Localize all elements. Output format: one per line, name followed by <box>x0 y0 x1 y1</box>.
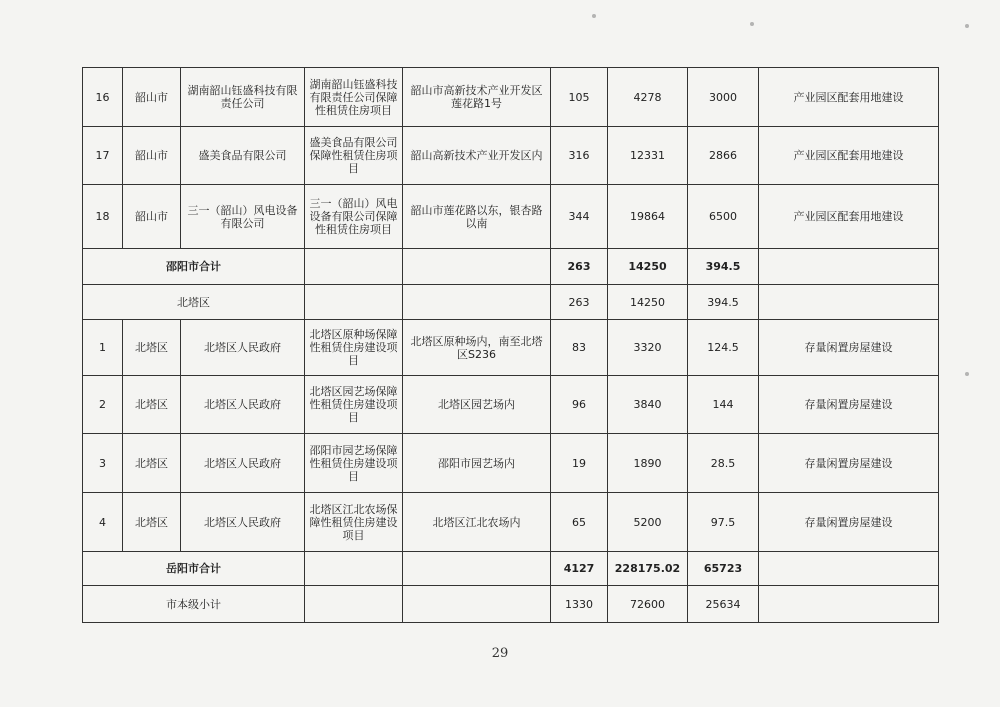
investment-cell: 65723 <box>688 552 759 586</box>
table-row <box>83 320 939 376</box>
page-number: 29 <box>491 646 509 661</box>
units-cell: 19 <box>551 434 608 493</box>
project-cell: 湖南韶山钰盛科技有限责任公司保障性租赁住房项目 <box>305 68 403 127</box>
area-cell: 12331 <box>608 127 688 185</box>
units-cell: 65 <box>551 493 608 552</box>
area-cell: 14250 <box>608 249 688 285</box>
area-cell: 14250 <box>608 285 688 320</box>
construction-type-cell: 产业园区配套用地建设 <box>759 185 939 249</box>
empty-cell <box>305 552 403 586</box>
empty-cell <box>759 285 939 320</box>
units-cell: 344 <box>551 185 608 249</box>
area-cell: 72600 <box>608 586 688 623</box>
table-row <box>83 493 939 552</box>
location-cell: 韶山高新技术产业开发区内 <box>403 127 551 185</box>
investment-cell: 394.5 <box>688 249 759 285</box>
units-cell: 263 <box>551 249 608 285</box>
area-cell: 4278 <box>608 68 688 127</box>
location-cell: 邵阳市园艺场内 <box>403 434 551 493</box>
investment-cell: 25634 <box>688 586 759 623</box>
row-number: 1 <box>83 320 123 376</box>
location-cell: 北塔区园艺场内 <box>403 376 551 434</box>
construction-type-cell: 存量闲置房屋建设 <box>759 434 939 493</box>
units-cell: 105 <box>551 68 608 127</box>
construction-type-cell: 存量闲置房屋建设 <box>759 493 939 552</box>
project-cell: 三一（韶山）风电设备有限公司保障性租赁住房项目 <box>305 185 403 249</box>
row-number: 2 <box>83 376 123 434</box>
units-cell: 96 <box>551 376 608 434</box>
row-number: 17 <box>83 127 123 185</box>
units-cell: 83 <box>551 320 608 376</box>
investment-cell: 2866 <box>688 127 759 185</box>
empty-cell <box>403 249 551 285</box>
project-cell: 盛美食品有限公司保障性租赁住房项目 <box>305 127 403 185</box>
investment-cell: 394.5 <box>688 285 759 320</box>
city-cell: 北塔区 <box>123 434 181 493</box>
project-cell: 邵阳市园艺场保障性租赁住房建设项目 <box>305 434 403 493</box>
city-cell: 韶山市 <box>123 68 181 127</box>
city-cell: 北塔区 <box>123 376 181 434</box>
table-row <box>83 376 939 434</box>
table-row <box>83 434 939 493</box>
area-cell: 19864 <box>608 185 688 249</box>
investment-cell: 97.5 <box>688 493 759 552</box>
project-cell: 北塔区园艺场保障性租赁住房建设项目 <box>305 376 403 434</box>
location-cell: 北塔区江北农场内 <box>403 493 551 552</box>
construction-type-cell: 产业园区配套用地建设 <box>759 127 939 185</box>
empty-cell <box>759 586 939 623</box>
subtotal-label: 市本级小计 <box>83 586 305 623</box>
city-level-subtotal-row <box>83 586 939 623</box>
total-label: 岳阳市合计 <box>83 552 305 586</box>
construction-type-cell: 存量闲置房屋建设 <box>759 376 939 434</box>
city-cell: 韶山市 <box>123 185 181 249</box>
row-number: 3 <box>83 434 123 493</box>
table-row <box>83 185 939 249</box>
location-cell: 韶山市高新技术产业开发区莲花路1号 <box>403 68 551 127</box>
project-cell: 北塔区江北农场保障性租赁住房建设项目 <box>305 493 403 552</box>
district-subtotal-row <box>83 285 939 320</box>
scan-speck <box>965 372 969 376</box>
total-label: 邵阳市合计 <box>83 249 305 285</box>
construction-type-cell: 产业园区配套用地建设 <box>759 68 939 127</box>
area-cell: 1890 <box>608 434 688 493</box>
row-number: 16 <box>83 68 123 127</box>
district-label: 北塔区 <box>83 285 305 320</box>
location-cell: 北塔区原种场内，南至北塔区S236 <box>403 320 551 376</box>
company-cell: 北塔区人民政府 <box>181 376 305 434</box>
area-cell: 228175.02 <box>608 552 688 586</box>
area-cell: 3840 <box>608 376 688 434</box>
table-row <box>83 127 939 185</box>
empty-cell <box>403 586 551 623</box>
investment-cell: 3000 <box>688 68 759 127</box>
scan-speck <box>750 22 754 26</box>
city-cell: 北塔区 <box>123 320 181 376</box>
units-cell: 316 <box>551 127 608 185</box>
investment-cell: 6500 <box>688 185 759 249</box>
investment-cell: 28.5 <box>688 434 759 493</box>
empty-cell <box>403 552 551 586</box>
project-cell: 北塔区原种场保障性租赁住房建设项目 <box>305 320 403 376</box>
company-cell: 北塔区人民政府 <box>181 320 305 376</box>
shaoyang-total-row <box>83 249 939 285</box>
empty-cell <box>759 552 939 586</box>
city-cell: 北塔区 <box>123 493 181 552</box>
empty-cell <box>403 285 551 320</box>
empty-cell <box>305 249 403 285</box>
units-cell: 263 <box>551 285 608 320</box>
row-number: 18 <box>83 185 123 249</box>
city-cell: 韶山市 <box>123 127 181 185</box>
row-number: 4 <box>83 493 123 552</box>
scan-speck <box>592 14 596 18</box>
company-cell: 盛美食品有限公司 <box>181 127 305 185</box>
empty-cell <box>759 249 939 285</box>
units-cell: 1330 <box>551 586 608 623</box>
housing-project-table <box>82 67 939 623</box>
company-cell: 三一（韶山）风电设备有限公司 <box>181 185 305 249</box>
scan-speck <box>965 24 969 28</box>
company-cell: 北塔区人民政府 <box>181 493 305 552</box>
units-cell: 4127 <box>551 552 608 586</box>
empty-cell <box>305 586 403 623</box>
yueyang-total-row <box>83 552 939 586</box>
area-cell: 3320 <box>608 320 688 376</box>
construction-type-cell: 存量闲置房屋建设 <box>759 320 939 376</box>
investment-cell: 144 <box>688 376 759 434</box>
table-row <box>83 68 939 127</box>
company-cell: 北塔区人民政府 <box>181 434 305 493</box>
company-cell: 湖南韶山钰盛科技有限责任公司 <box>181 68 305 127</box>
investment-cell: 124.5 <box>688 320 759 376</box>
empty-cell <box>305 285 403 320</box>
location-cell: 韶山市莲花路以东，银杏路以南 <box>403 185 551 249</box>
area-cell: 5200 <box>608 493 688 552</box>
